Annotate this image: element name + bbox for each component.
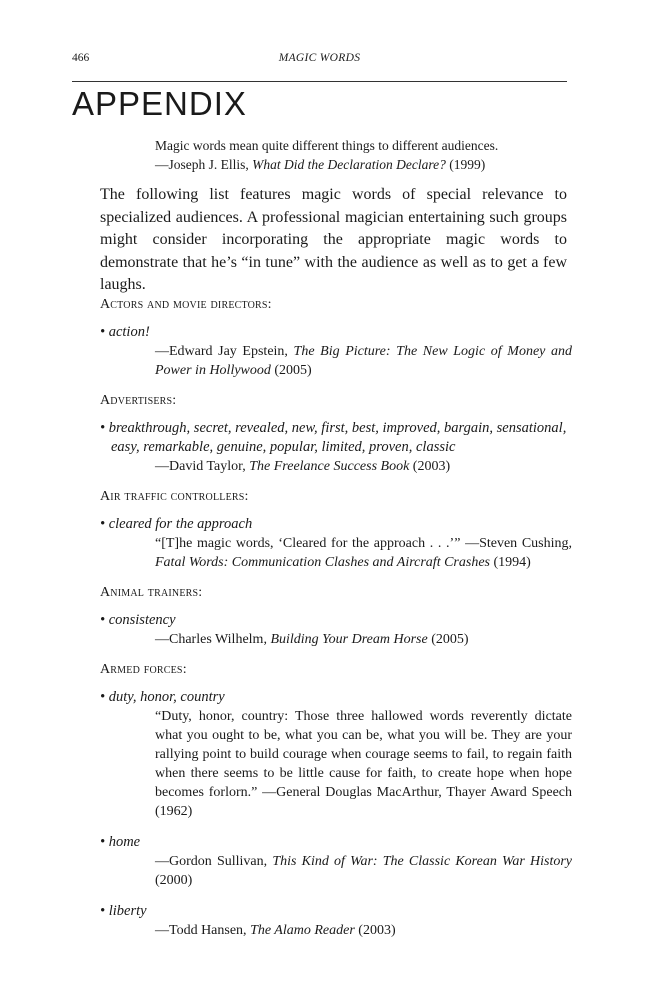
section-heading: Actors and movie directors: <box>100 297 272 312</box>
magic-words: • consistency <box>100 612 176 628</box>
intro-paragraph: The following list features magic words of special relevance to specialized audiences. A professional magician entertaining such groups might consider incorporating the appropriate magic words to demonstrate that he’s “in tune” with the audience as well as to get a few laughs. <box>100 186 567 293</box>
list-item <box>100 833 572 890</box>
citation: —Todd Hansen, The Alamo Reader (2003) <box>155 923 396 938</box>
citation: “Duty, honor, country: Those three hallowed words reverently dictate what you ought to be, what you can be, what you will be. They are your rallying point to build courage when courage seems to fail, to regain faith when there seems to be little cause for faith, to create hope when hope becomes forlorn.” —General Douglas MacArthur, Thayer Award Speech (1962) <box>155 709 572 819</box>
section-advertisers <box>100 392 572 476</box>
page-number: 466 <box>72 52 90 64</box>
magic-words: • liberty <box>100 903 147 919</box>
list-item <box>100 323 572 380</box>
source-title: This Kind of War: The Classic Korean War History <box>272 854 572 869</box>
source-title: The Big Picture: The New Logic of Money and Power in Hollywood <box>155 344 572 378</box>
magic-words: • action! <box>100 324 150 340</box>
section-armed-forces <box>100 661 572 940</box>
list-item <box>100 611 572 649</box>
header-rule <box>72 81 567 82</box>
running-header <box>72 52 567 72</box>
epigraph-source-title: What Did the Declaration Declare? <box>252 157 446 172</box>
citation: —Gordon Sullivan, This Kind of War: The Classic Korean War History (2000) <box>155 854 572 888</box>
epigraph-attribution: —Joseph J. Ellis, What Did the Declaration Declare? (1999) <box>155 157 486 172</box>
citation: —Charles Wilhelm, Building Your Dream Horse (2005) <box>155 632 469 647</box>
citation: —David Taylor, The Freelance Success Book (2003) <box>155 459 451 474</box>
section-heading: Animal trainers: <box>100 585 203 600</box>
running-title: MAGIC WORDS <box>278 52 361 64</box>
section-heading: Armed forces: <box>100 662 187 677</box>
epigraph-quote: Magic words mean quite different things to different audiences. <box>155 138 499 153</box>
source-title: The Alamo Reader <box>250 923 355 938</box>
chapter-title: APPENDIX <box>72 85 247 122</box>
section-animal-trainers <box>100 584 572 649</box>
source-title: The Freelance Success Book <box>249 459 410 474</box>
source-title: Fatal Words: Communication Clashes and Aircraft Crashes <box>155 555 490 570</box>
citation: —Edward Jay Epstein, The Big Picture: The New Logic of Money and Power in Hollywood (2005) <box>155 344 572 378</box>
magic-words: • home <box>100 834 141 850</box>
section-heading: Air traffic controllers: <box>100 489 249 504</box>
citation: “[T]he magic words, ‘Cleared for the approach . . .’” —Steven Cushing, Fatal Words: Communication Clashes and Aircraft Crashes (1994) <box>155 536 572 570</box>
section-heading: Advertisers: <box>100 393 177 408</box>
section-air-traffic-controllers <box>100 488 572 572</box>
audience-list <box>100 296 572 952</box>
list-item <box>100 902 572 940</box>
section-actors <box>100 296 572 380</box>
magic-words: • duty, honor, country <box>100 689 225 705</box>
list-item <box>100 688 572 821</box>
source-title: Building Your Dream Horse <box>270 632 428 647</box>
epigraph <box>155 136 575 174</box>
magic-words: • cleared for the approach <box>100 516 253 532</box>
list-item <box>100 419 572 476</box>
list-item <box>100 515 572 572</box>
magic-words: • breakthrough, secret, revealed, new, first, best, improved, bargain, sensational, easy, remarkable, genuine, popular, limited, proven, classic <box>100 420 567 455</box>
